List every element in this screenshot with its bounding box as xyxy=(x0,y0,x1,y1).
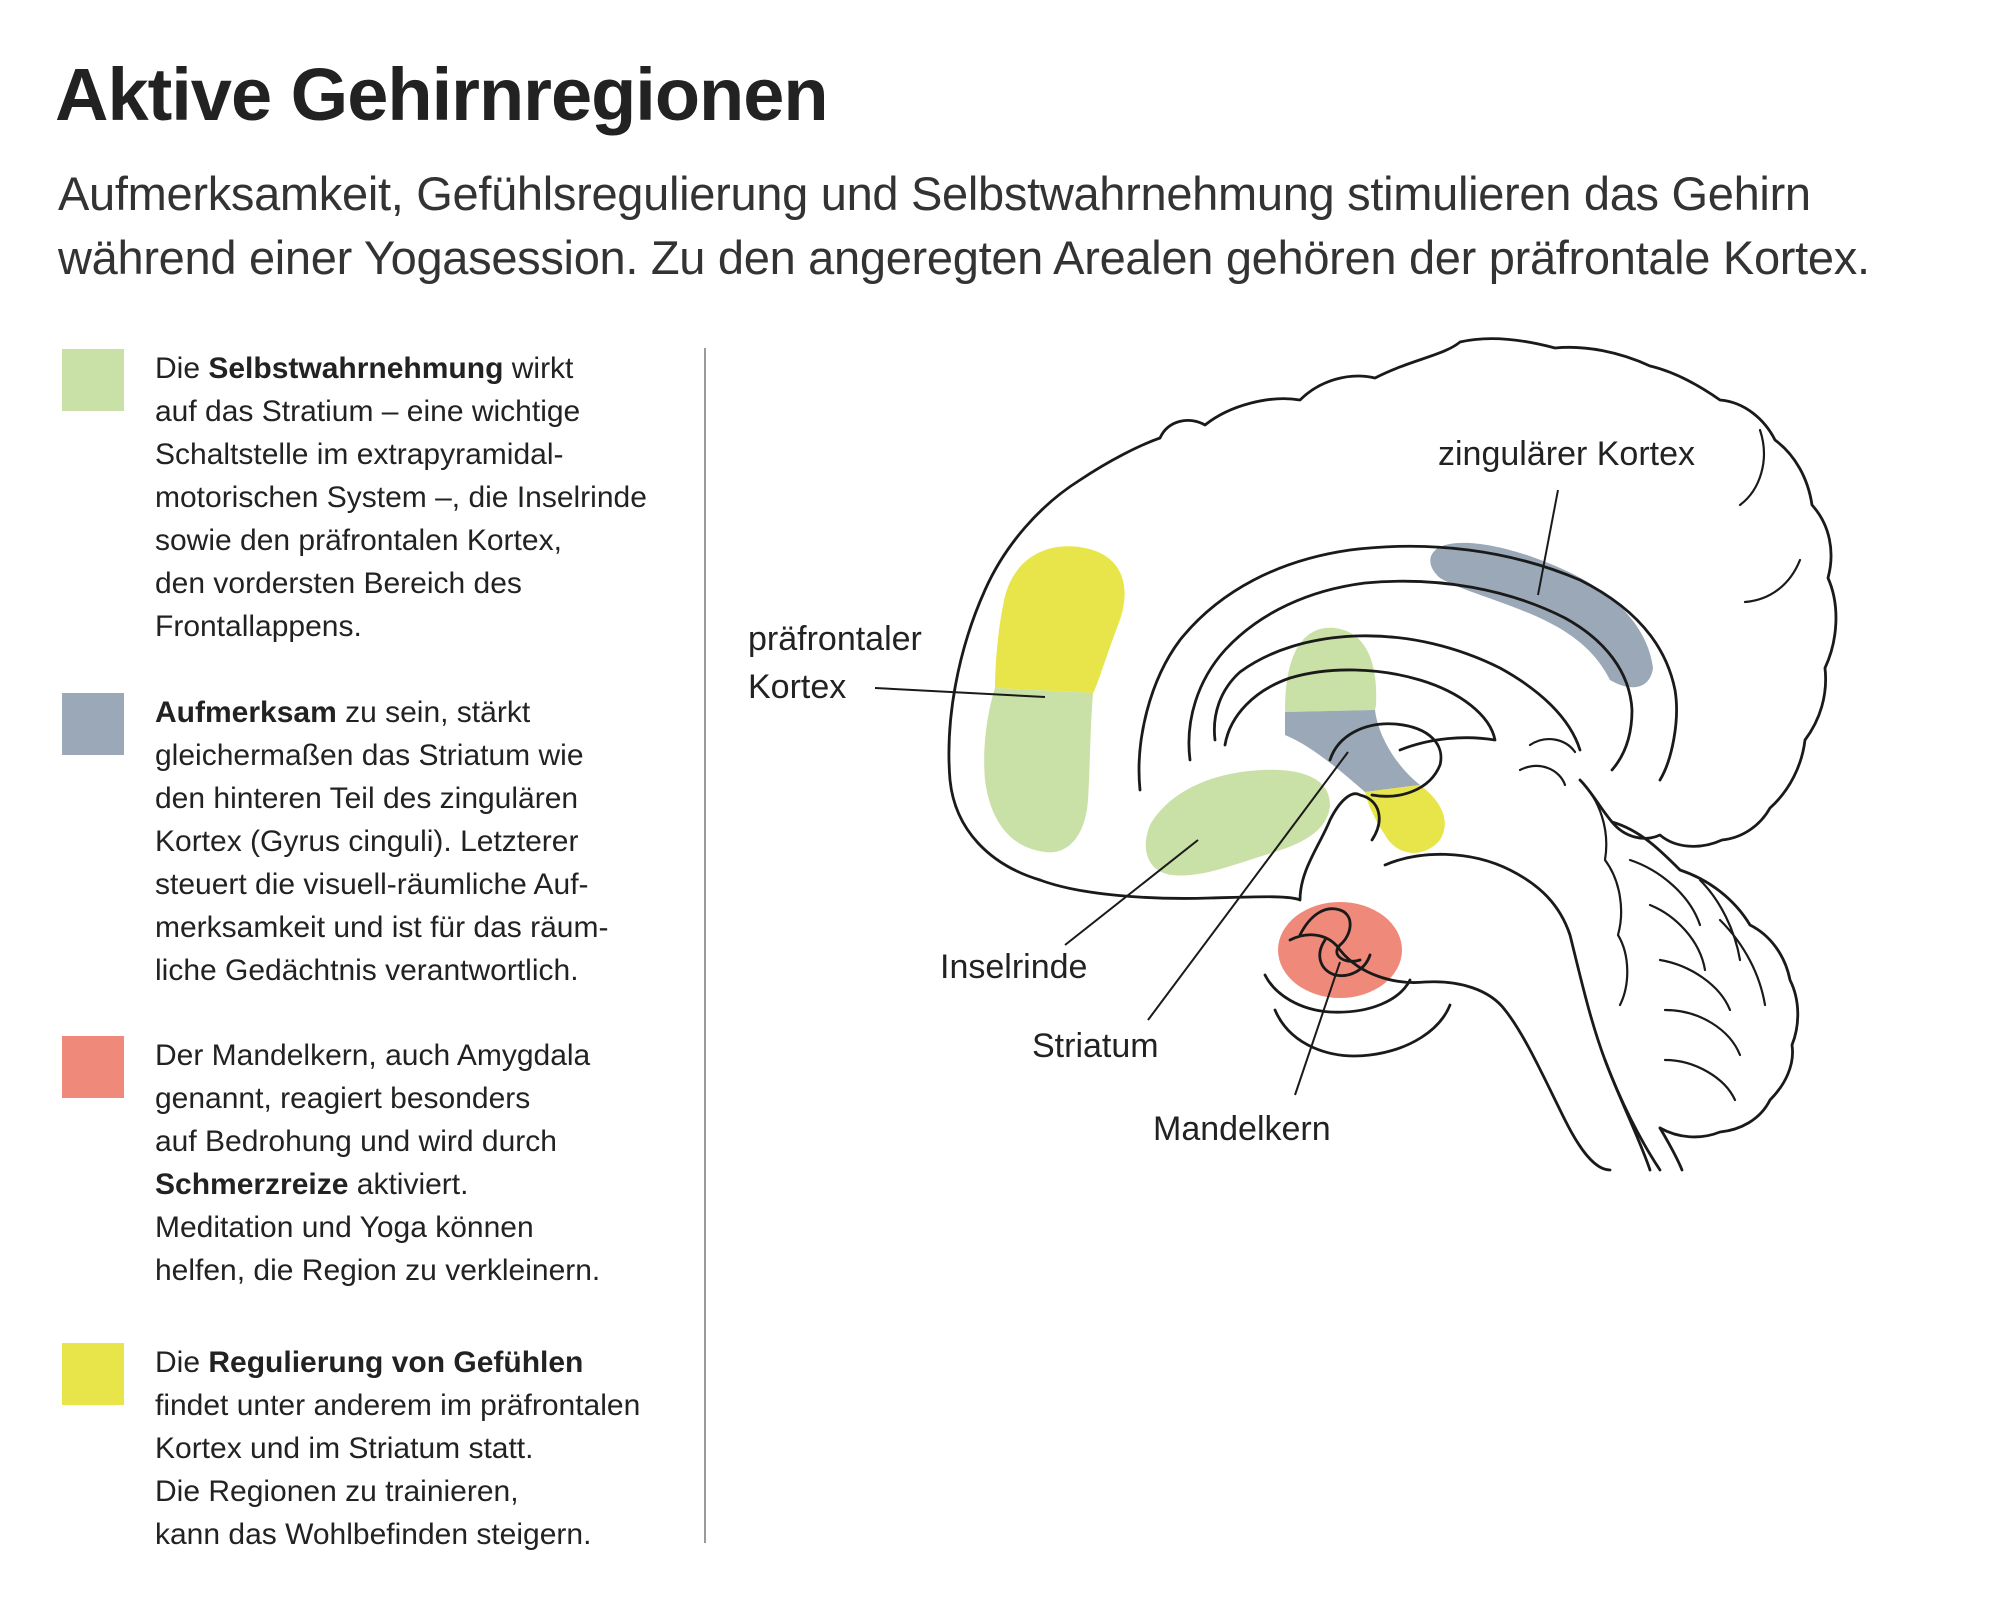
subtitle-line: Aufmerksamkeit, Gefühlsregulierung und Selbstwahrnehmung stimulieren das Gehirn xyxy=(58,167,1811,220)
fornix-outline xyxy=(1214,636,1580,750)
legend-emphasis: Aufmerksam xyxy=(155,696,337,729)
label-praefrontaler-kortex-2: Kortex xyxy=(748,668,847,706)
legend-line: den vordersten Bereich des xyxy=(155,567,522,600)
legend-line: merksamkeit und ist für das räum- xyxy=(155,911,609,944)
legend-line: liche Gedächtnis verantwortlich. xyxy=(155,954,579,987)
legend-line: genannt, reagiert besonders xyxy=(155,1082,531,1115)
legend-line: Meditation und Yoga können xyxy=(155,1211,534,1244)
legend-line: Der Mandelkern, auch Amygdala xyxy=(155,1039,591,1072)
cerebellum-folia xyxy=(1630,860,1765,1100)
subtitle-line: während einer Yogasession. Zu den angeregten Arealen gehören der präfrontale Kortex. xyxy=(58,231,1870,284)
legend-line: sowie den präfrontalen Kortex, xyxy=(155,524,562,557)
label-inselrinde: Inselrinde xyxy=(940,948,1088,986)
legend-line: auf Bedrohung und wird durch xyxy=(155,1125,557,1158)
legend-line: Aufmerksam zu sein, stärkt xyxy=(155,696,531,729)
legend-line: helfen, die Region zu verkleinern. xyxy=(155,1254,601,1287)
region-prefrontal-green xyxy=(984,688,1093,852)
label-zingulaerer-kortex: zingulärer Kortex xyxy=(1438,435,1696,473)
legend-line: Schaltstelle im extrapyramidal- xyxy=(155,438,564,471)
legend-line: steuert die visuell-räumliche Auf- xyxy=(155,868,589,901)
spinal-cord-left xyxy=(1605,1060,1650,1170)
legend-emphasis: Schmerzreize xyxy=(155,1168,349,1201)
legend-line: Kortex und im Striatum statt. xyxy=(155,1432,534,1465)
page-title: Aktive Gehirnregionen xyxy=(55,53,828,136)
legend-line: findet unter anderem im präfrontalen xyxy=(155,1389,641,1422)
cerebellum-inner xyxy=(1580,780,1627,1005)
pons-lower xyxy=(1275,1005,1450,1056)
legend-line: kann das Wohlbefinden steigern. xyxy=(155,1518,592,1551)
legend-line: Die Regionen zu trainieren, xyxy=(155,1475,519,1508)
legend-emphasis: Selbstwahrnehmung xyxy=(208,352,504,385)
legend-line: motorischen System –, die Inselrinde xyxy=(155,481,647,514)
legend-line: auf das Stratium – eine wichtige xyxy=(155,395,581,428)
corpus-callosum-outer xyxy=(1139,546,1676,790)
label-striatum: Striatum xyxy=(1032,1027,1159,1065)
legend-line: den hinteren Teil des zingulären xyxy=(155,782,579,815)
label-mandelkern: Mandelkern xyxy=(1153,1110,1331,1148)
label-praefrontaler-kortex-1: präfrontaler xyxy=(748,620,922,658)
legend-line: gleichermaßen das Striatum wie xyxy=(155,739,584,772)
legend-line: Die Regulierung von Gefühlen xyxy=(155,1346,584,1379)
legend-line: Frontallappens. xyxy=(155,610,362,643)
legend-line: Die Selbstwahrnehmung wirkt xyxy=(155,352,574,385)
legend-line: Schmerzreize aktiviert. xyxy=(155,1168,469,1201)
legend-line: Kortex (Gyrus cinguli). Letzterer xyxy=(155,825,579,858)
legend-emphasis: Regulierung von Gefühlen xyxy=(208,1346,584,1379)
brainstem-outline xyxy=(1385,854,1660,1170)
region-prefrontal-yellow xyxy=(995,546,1125,693)
